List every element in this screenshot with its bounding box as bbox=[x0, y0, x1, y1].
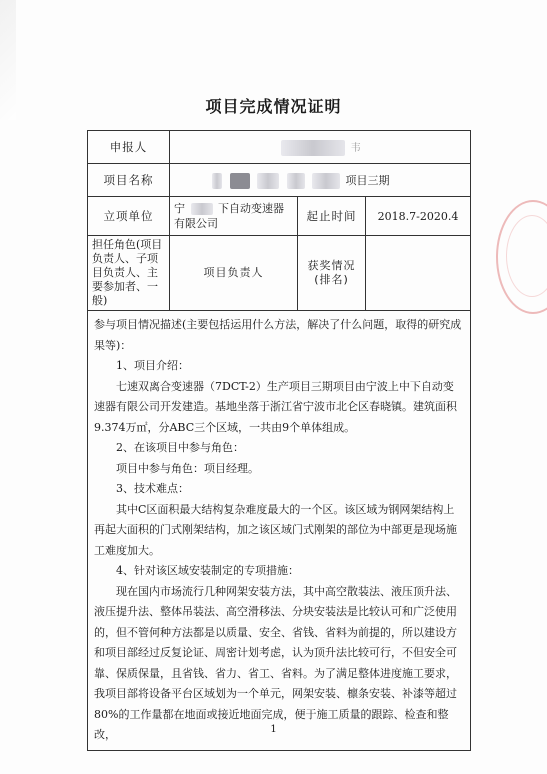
redacted-block-4 bbox=[287, 173, 305, 189]
applicant-value-cell bbox=[170, 131, 471, 164]
section-1-text: 七速双离合变速器（7DCT-2）生产项目三期项目由宁波上中下自动变速器有限公司开发建造。基地坐落于浙江省宁波市北仑区春晓镇。建筑面积9.374万㎡，分ABC三个区域，一共由9个单体组成。 bbox=[94, 379, 457, 434]
redacted-block-2 bbox=[230, 173, 250, 189]
section-4-text: 现在国内市场流行几种网架安装方法，其中高空散装法、液压顶升法、液压提升法、整体吊装法、高空滑移法、分块安装法是比较认可和广泛使用的，但不管何种方法都是以质量、安全、省钱、省料为前提的，所以建设方和项目部经过反复论证、周密计划考虑，认为顶升法比较可行，不但安全可靠、保质保量，且省钱、省力、省工、省料。为了满足整体进度施工要求，我项目部将设备平台区域划为一个单元，网架安装、檩条安装、补漆等超过80%的工作量都在地面或接近地面完成，便于施工质量的跟踪、检查和整改， bbox=[94, 584, 457, 741]
applicant-value: 韦 bbox=[350, 142, 361, 154]
project-name-value-cell bbox=[170, 164, 471, 197]
project-form-table bbox=[87, 130, 471, 751]
description-cell bbox=[88, 311, 471, 751]
project-unit-prefix: 宁 bbox=[174, 202, 185, 215]
project-unit-value-cell bbox=[170, 197, 298, 236]
project-unit-value: 下自动变速器有限公司 bbox=[174, 202, 284, 230]
row-project-unit bbox=[88, 197, 471, 236]
page-number: 1 bbox=[270, 724, 277, 735]
description-heading: 参与项目情况描述(主要包括运用什么方法，解决了什么问题，取得的研究成果等)： bbox=[94, 318, 462, 352]
section-2-title: 2、在该项目中参与角色： bbox=[116, 441, 244, 454]
section-2-text: 项目中参与角色：项目经理。 bbox=[116, 461, 259, 475]
period-label: 起止时间 bbox=[298, 197, 366, 236]
redacted-block-5 bbox=[312, 173, 340, 189]
page-title: 项目完成情况证明 bbox=[205, 97, 342, 116]
redacted-unit bbox=[191, 203, 213, 215]
role-label: 担任角色(项目负责人、子项目负责人、主要参加者、一般) bbox=[88, 236, 170, 311]
row-role bbox=[88, 236, 471, 311]
section-1-title: 1、项目介绍： bbox=[116, 359, 189, 372]
period-value: 2018.7-2020.4 bbox=[366, 197, 471, 236]
award-label: 获奖情况(排名) bbox=[298, 236, 366, 311]
project-name-value: 项目三期 bbox=[345, 173, 390, 187]
redacted-block-1 bbox=[212, 173, 222, 189]
row-description bbox=[88, 311, 471, 751]
section-4-title: 4、针对该区域安装制定的专项措施： bbox=[116, 564, 299, 577]
redacted-name bbox=[281, 140, 345, 156]
project-name-label: 项目名称 bbox=[88, 164, 170, 197]
redacted-block-3 bbox=[257, 173, 279, 189]
applicant-label: 申报人 bbox=[88, 131, 170, 164]
role-value: 项目负责人 bbox=[170, 236, 298, 311]
row-applicant bbox=[88, 131, 471, 164]
row-project-name bbox=[88, 164, 471, 197]
award-value bbox=[366, 236, 471, 311]
section-3-text: 其中C区面积最大结构复杂难度最大的一个区。该区域为钢网架结构上再起大面积的门式刚架结构，加之该区域门式刚架的部位为中部更是现场施工难度加大。 bbox=[94, 502, 457, 557]
section-3-title: 3、技术难点： bbox=[116, 482, 189, 495]
project-unit-label: 立项单位 bbox=[88, 197, 170, 236]
